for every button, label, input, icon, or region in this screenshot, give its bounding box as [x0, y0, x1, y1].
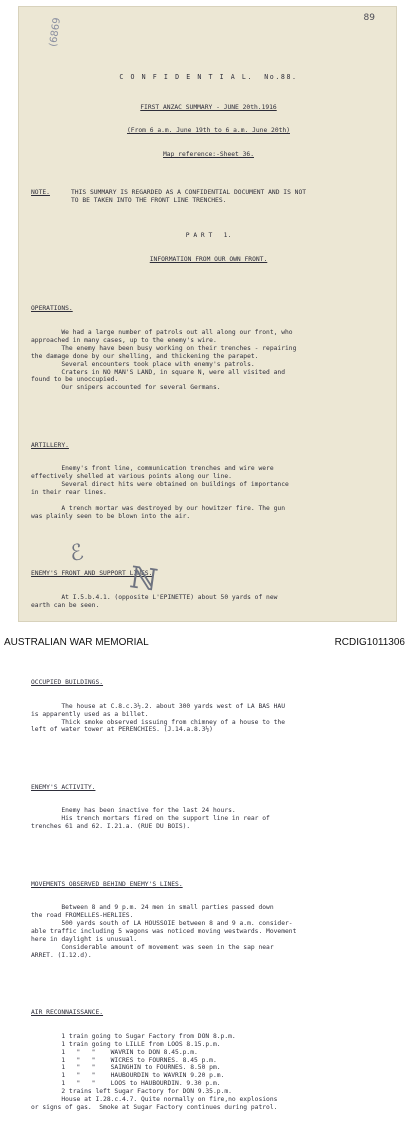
- section-heading: AIR RECONNAISSANCE.: [31, 1009, 104, 1017]
- section-front-support-lines: [31, 554, 386, 625]
- document-title: C O N F I D E N T I A L. No.88.: [119, 72, 298, 81]
- document-subtitle: FIRST ANZAC SUMMARY - JUNE 20th.1916: [140, 103, 277, 111]
- pencil-mark-e: ℰ: [67, 539, 86, 568]
- confidential-note: [31, 189, 386, 205]
- pencil-reference-note: (6869: [48, 16, 63, 48]
- section-text: Enemy's front line, communication trenches and wire were effectively shelled at various points along our line. Several direct hits were obtained on buildings of importance in their rear lines. A trench mortar was destroyed by our howitzer fire. The gun was plainly seen to be blown into the air.: [31, 465, 289, 520]
- section-text: Enemy has been inactive for the last 24 hours. His trench mortars fired on the support line in rear of trenches 61 and 62. I.21.a. (RUE DU BOIS).: [31, 807, 270, 831]
- section-text: We had a large number of patrols out all along our front, who approached in many cases, up to the enemy's wire. The enemy have been busy working on their trenches - repairing the damage done by our shelling, and thickening the parapet. Several encounters took place with enemy's patrols. Craters in NO MAN'S LAND, in square N, were all visited and found to be unoccupied. Our snipers accounted for several Germans.: [31, 329, 297, 392]
- section-enemy-activity: [31, 768, 386, 847]
- map-reference: Map reference:-Sheet 36.: [163, 150, 254, 158]
- section-heading: ARTILLERY.: [31, 441, 69, 449]
- reporting-period: (From 6 a.m. June 19th to 6 a.m. June 20th): [126, 127, 290, 135]
- pencil-mark-n: ℕ: [127, 560, 160, 599]
- archive-footer: [0, 636, 409, 652]
- section-artillery: [31, 426, 386, 537]
- summary-body: [31, 22, 386, 1144]
- page-number: 89: [363, 13, 375, 23]
- section-heading: ENEMY'S FRONT AND SUPPORT LINES.: [31, 570, 153, 578]
- section-text: 1 train going to Sugar Factory from DON 8.p.m. 1 train going to LILLE from LOOS 8.15.p.m. 1 " " WAVRIN to DON 8.45.p.m. 1 " " WICRES to FOURNES. 8.45 p.m. 1 " " SAINGHIN to FOURNES. 8.50 pm. 1 " " HAUBOURDIN to WAVRIN 9.20 p.m. 1 " " LOOS to HAUBOURDIN. 9.30 p.m. 2 trains left Sugar Factory for DON 9.35.p.m. House at I.28.c.4.7. Quite normally on fire,no explosions or signs of gas. Smoke at Sugar Factory continues during patrol.: [31, 1032, 278, 1111]
- archive-name: AUSTRALIAN WAR MEMORIAL: [4, 637, 149, 648]
- section-text: Between 8 and 9 p.m. 24 men in small parties passed down the road FROMELLES-HERLIES. 500 yards south of LA HOUSSOIE between 8 and 9 a.m. consider- able traffic including 5 wagons was noticed moving westwards. Movement here in daylight is unusual. Considerable amount of movement was seen in the sap near ARRET. (I.12.d).: [31, 904, 297, 959]
- note-label: NOTE.: [31, 188, 50, 196]
- section-heading: ENEMY'S ACTIVITY.: [31, 783, 96, 791]
- record-id: RCDIG1011306: [334, 637, 405, 648]
- section-text: The house at C.8.c.3½.2. about 300 yards west of LA BAS HAU is apparently used as a billet. Thick smoke observed issuing from chimney of a house to the left of water tower at PERENCHIES. (J.14.a.8.3½): [31, 702, 286, 734]
- section-heading: OPERATIONS.: [31, 305, 73, 313]
- section-heading: MOVEMENTS OBSERVED BEHIND ENEMY'S LINES.: [31, 880, 183, 888]
- section-heading: OCCUPIED BUILDINGS.: [31, 678, 104, 686]
- note-text: THIS SUMMARY IS REGARDED AS A CONFIDENTIAL DOCUMENT AND IS NOT TO BE TAKEN INTO THE FRONT LINE TRENCHES.: [71, 188, 307, 204]
- part-heading: P A R T 1.: [185, 232, 232, 240]
- section-air-reconnaissance: [31, 993, 386, 1127]
- section-operations: [31, 289, 386, 408]
- section-movements: [31, 865, 386, 976]
- section-occupied-buildings: [31, 663, 386, 750]
- section-text: At I.5.b.4.1. (opposite L'EPINETTE) about 50 yards of new earth can be seen.: [31, 593, 278, 609]
- part-title: INFORMATION FROM OUR OWN FRONT.: [149, 255, 268, 263]
